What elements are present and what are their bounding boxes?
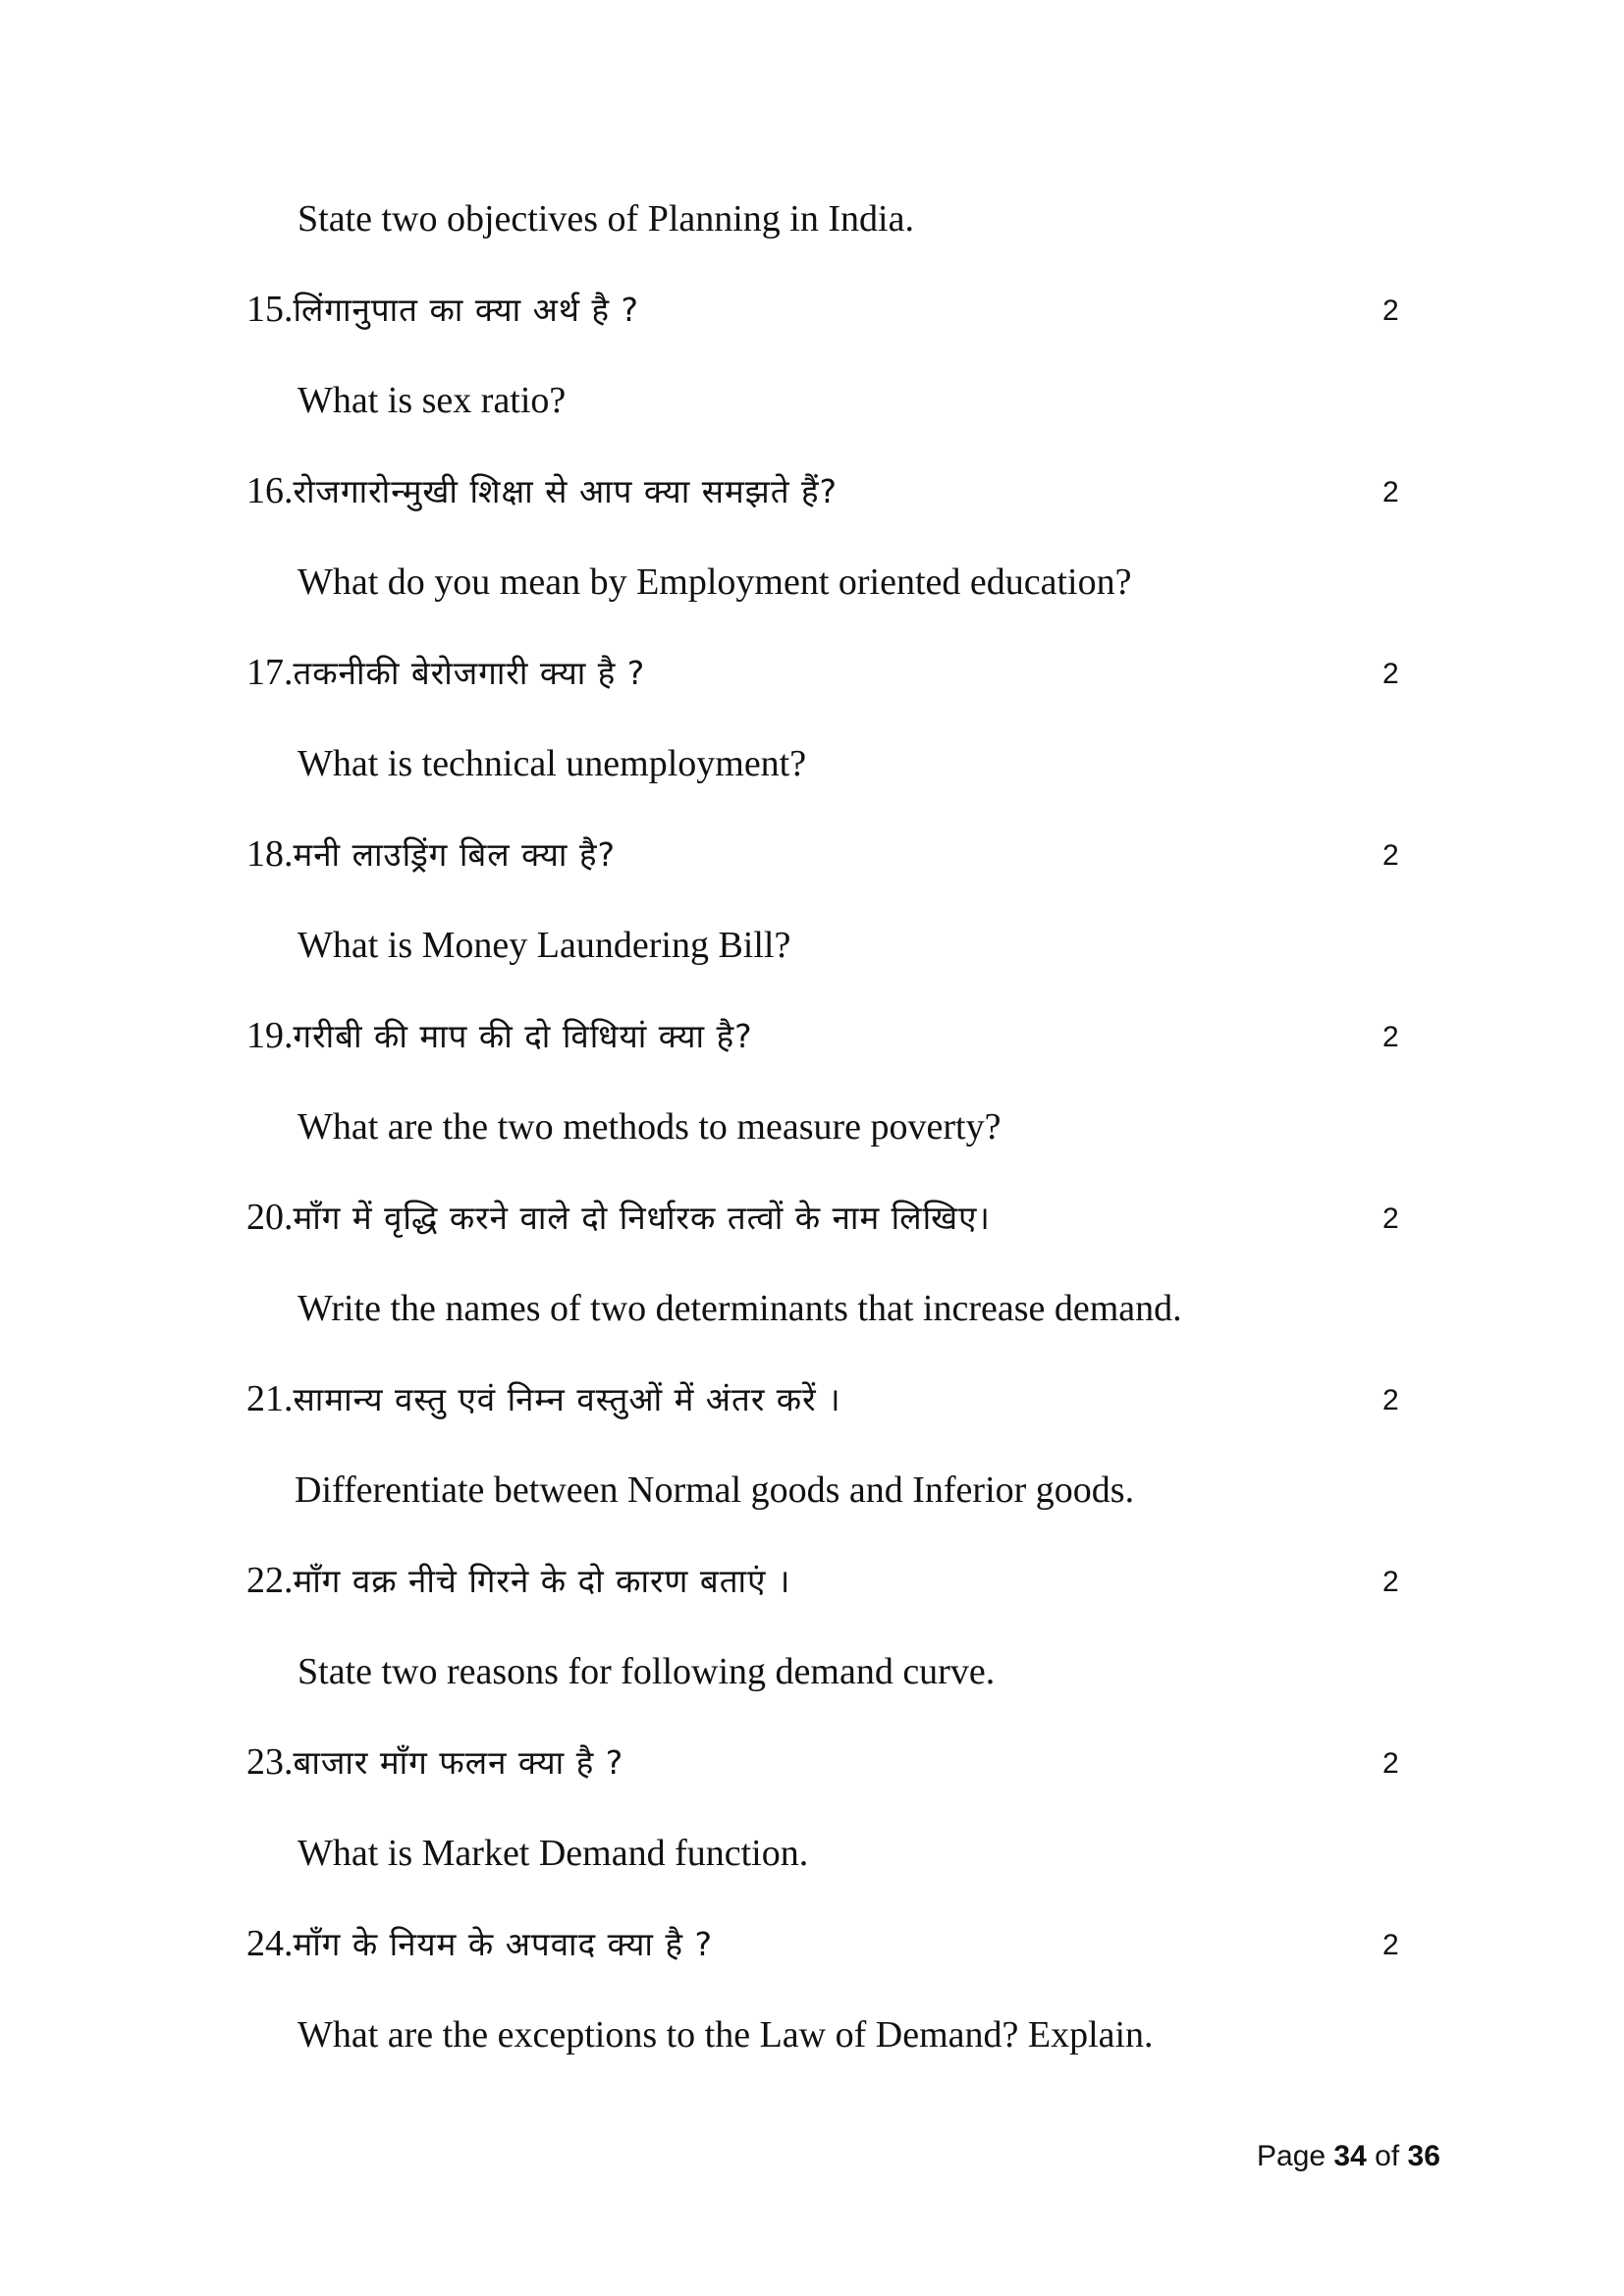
question-23-hindi-line [246,1737,623,1788]
question-hindi-text: बाजार माँग फलन क्या है ? [293,1743,624,1782]
question-20-marks: 2 [1382,1202,1399,1235]
question-24-marks: 2 [1382,1929,1399,1961]
question-number: 19. [246,1015,294,1056]
question-23-marks: 2 [1382,1747,1399,1780]
question-number: 24. [246,1923,294,1964]
question-16-hindi-line [246,466,838,516]
question-number: 20. [246,1197,294,1238]
question-number: 22. [246,1560,294,1601]
current-page-number: 34 [1333,2140,1367,2172]
question-24-hindi-line [246,1919,713,1969]
question-18-marks: 2 [1382,839,1399,872]
question-number: 23. [246,1741,294,1783]
question-23-english-text: What is Market Demand function. [298,1833,809,1874]
question-16-english-text: What do you mean by Employment oriented education? [298,561,1132,603]
question-19-hindi-line [246,1011,753,1061]
question-hindi-text: लिंगानुपात का क्या अर्थ है ? [293,291,639,329]
question-number: 18. [246,833,294,875]
question-hindi-text: सामान्य वस्तु एवं निम्न वस्तुओं में अंतर करें । [293,1380,841,1418]
question-20-english-text: Write the names of two determinants that increase demand. [298,1288,1182,1329]
question-22-english-text: State two reasons for following demand curve. [298,1651,996,1692]
question-21-english-text: Differentiate between Normal goods and Inferior goods. [295,1469,1135,1511]
question-17-english-text: What is technical unemployment? [298,743,807,784]
question-hindi-text: माँग के नियम के अपवाद क्या है ? [293,1925,713,1963]
question-number: 15. [246,289,294,330]
question-hindi-text: तकनीकी बेरोजगारी क्या है ? [293,654,646,692]
total-page-count: 36 [1407,2140,1440,2172]
question-15-marks: 2 [1382,294,1399,327]
question-21-marks: 2 [1382,1384,1399,1416]
question-16-marks: 2 [1382,476,1399,508]
question-22-hindi-line [246,1556,790,1606]
question-hindi-text: रोजगारोन्मुखी शिक्षा से आप क्या समझते हैं? [293,472,839,510]
question-hindi-text: गरीबी की माप की दो विधियां क्या है? [293,1017,753,1055]
question-number: 17. [246,652,294,693]
question-20-hindi-line [246,1193,991,1243]
question-17-hindi-line [246,648,645,698]
question-hindi-text: माँग वक्र नीचे गिरने के दो कारण बताएं । [293,1562,791,1600]
page-number-footer [1257,2132,1440,2181]
question-15-hindi-line [246,285,639,335]
question-15-english-text: What is sex ratio? [298,380,567,421]
question-hindi-text: मनी लाउड्रिंग बिल क्या है? [293,835,616,874]
question-18-hindi-line [246,829,616,880]
question-24-english-text: What are the exceptions to the Law of Demand? Explain. [298,2014,1154,2056]
page-of-label: of [1375,2140,1400,2172]
question-number: 21. [246,1378,294,1419]
question-22-marks: 2 [1382,1566,1399,1598]
page-label: Page [1257,2140,1326,2172]
question-21-hindi-line [246,1374,841,1424]
question-19-english-text: What are the two methods to measure poverty? [298,1106,1001,1148]
question-14-english-text: State two objectives of Planning in India. [298,198,914,240]
question-number: 16. [246,470,294,511]
question-18-english-text: What is Money Laundering Bill? [298,925,791,966]
question-17-marks: 2 [1382,658,1399,690]
question-19-marks: 2 [1382,1021,1399,1053]
question-hindi-text: माँग में वृद्धि करने वाले दो निर्धारक तत्वों के नाम लिखिए। [293,1199,991,1237]
